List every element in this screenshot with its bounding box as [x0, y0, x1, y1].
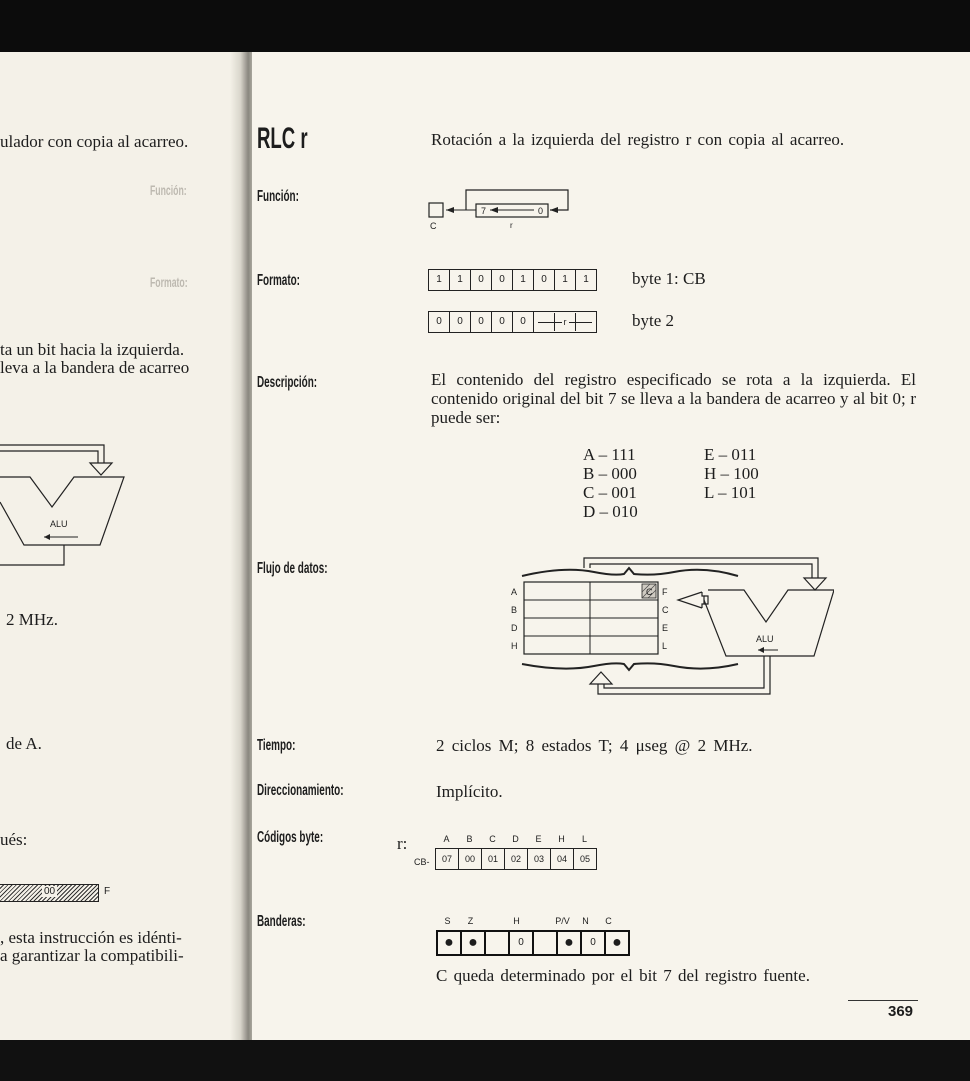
flujo-diagram — [504, 552, 834, 702]
opcode-cell: 00 — [459, 849, 482, 869]
flag-cell — [534, 932, 558, 954]
carry-box — [429, 203, 443, 217]
bit-cell: 0 — [471, 312, 492, 332]
left-text-line: ta un bit hacia la izquierda. — [0, 340, 185, 359]
byte2-label: byte 2 — [632, 311, 675, 330]
left-text-line: , esta instrucción es idénti- — [0, 928, 182, 947]
bit-cell: 1 — [555, 270, 576, 290]
flag-cell: 0 — [582, 932, 606, 954]
flag-cell — [486, 932, 510, 954]
label-tiempo: Tiempo: — [257, 737, 296, 754]
bit-cell: 0 — [492, 270, 513, 290]
label-funcion: Función: — [257, 188, 299, 205]
bit-cell: 1 — [513, 270, 534, 290]
codigos-values — [435, 848, 597, 870]
left-faded-label: Función: — [150, 182, 187, 198]
reg-label-left: D — [511, 623, 518, 633]
left-faded-label: Formato: — [150, 274, 188, 290]
right-page — [252, 52, 970, 1044]
reg-label-right: C — [662, 605, 669, 615]
descripcion-text: El contenido del registro especificado se rota a la izquierda. El contenido original del bit 7 se lleva a la bandera de acarreo y al bit 0; r puede ser: — [431, 370, 916, 427]
codigos-header: D — [512, 834, 519, 844]
left-dea: de A. — [6, 734, 42, 753]
opcode-cell: 03 — [528, 849, 551, 869]
flag-header: Z — [467, 916, 474, 926]
left-alu-label: ALU — [50, 519, 68, 529]
flag-header — [528, 916, 551, 926]
flag-header: H — [513, 916, 520, 926]
left-despues: ués: — [0, 830, 28, 849]
reg-label-left: H — [511, 641, 518, 651]
flag-cell: 0 — [510, 932, 534, 954]
bit-cell: 0 — [534, 270, 555, 290]
reg-label-right: E — [662, 623, 669, 633]
byte1-label: byte 1: CB — [632, 269, 706, 288]
bit-cell: 0 — [513, 312, 534, 332]
bit-cell: 1 — [576, 270, 597, 290]
register-label: r — [510, 221, 513, 230]
register-field-cell — [534, 312, 597, 332]
register-code-column — [583, 445, 683, 521]
flag-header: C — [605, 916, 612, 926]
bit-cell: 0 — [450, 312, 471, 332]
label-banderas: Banderas: — [257, 913, 306, 930]
opcode-cell: 07 — [436, 849, 459, 869]
register-code: L – 101 — [704, 483, 757, 502]
register-code: E – 011 — [704, 445, 757, 464]
bit-cell: 0 — [429, 312, 450, 332]
left-text-line: ulador con copia al acarreo. — [0, 132, 189, 151]
flag-cell: ● — [558, 932, 582, 954]
label-formato: Formato: — [257, 272, 300, 289]
left-freq: 2 MHz. — [6, 610, 58, 629]
left-page — [0, 52, 246, 1042]
left-text-line: a garantizar la compatibili- — [0, 946, 184, 965]
reg-label-right: F — [662, 587, 668, 597]
tiempo-value: 2 ciclos M; 8 estados T; 4 μseg @ 2 MHz. — [436, 736, 753, 755]
codigos-header: B — [466, 834, 473, 844]
left-flag-letter: F — [104, 886, 111, 897]
opcode-cell: 02 — [505, 849, 528, 869]
flag-header: N — [582, 916, 589, 926]
flag-header — [482, 916, 505, 926]
alu-label: ALU — [756, 634, 774, 644]
mnemonic-title: RLC r — [257, 122, 308, 155]
reg-label-right: L — [662, 641, 668, 651]
register-field-label: r — [563, 317, 567, 327]
page-number: 369 — [888, 1003, 914, 1020]
banderas-note: C queda determinado por el bit 7 del registro fuente. — [436, 966, 810, 985]
register-code: D – 010 — [583, 502, 638, 521]
opcode-cell: 01 — [482, 849, 505, 869]
codigos-header: H — [558, 834, 565, 844]
direccionamiento-value: Implícito. — [436, 782, 503, 801]
left-flag-box — [0, 884, 99, 902]
carry-label: C — [430, 221, 437, 231]
codigos-headers — [435, 834, 596, 844]
register-code: B – 000 — [583, 464, 637, 483]
left-flag-value: 00 — [44, 886, 56, 897]
bit-cell: 1 — [450, 270, 471, 290]
flag-header: P/V — [555, 916, 570, 926]
codigos-header: A — [443, 834, 450, 844]
reg-label-left: B — [511, 605, 518, 615]
bit-cell: 1 — [429, 270, 450, 290]
reg-label-left: A — [511, 587, 518, 597]
banderas-values — [436, 930, 630, 956]
bit-cell: 0 — [471, 270, 492, 290]
register-code: A – 111 — [583, 445, 636, 464]
carry-mark: C — [646, 587, 653, 597]
register-code: C – 001 — [583, 483, 637, 502]
field-tick — [575, 313, 576, 331]
banderas-headers — [436, 916, 620, 926]
label-flujo: Flujo de datos: — [257, 560, 328, 577]
label-descripcion: Descripción: — [257, 374, 318, 391]
register-code: H – 100 — [704, 464, 759, 483]
funcion-diagram — [426, 182, 586, 232]
byte2-bits — [428, 311, 597, 333]
codigos-header: L — [581, 834, 587, 844]
label-codigos: Códigos byte: — [257, 829, 324, 846]
opcode-cell: 05 — [574, 849, 597, 869]
bottom-edge — [0, 1040, 970, 1081]
instruction-title: Rotación a la izquierda del registro r con copia al acarreo. — [431, 130, 845, 149]
bit-cell: 0 — [492, 312, 513, 332]
codigos-header: C — [489, 834, 496, 844]
flag-header: S — [444, 916, 451, 926]
codigos-prefix: r: — [397, 834, 408, 853]
field-tick — [554, 313, 555, 331]
label-direccionamiento: Direccionamiento: — [257, 782, 344, 799]
opcode-cell: 04 — [551, 849, 574, 869]
bit-high-label: 7 — [481, 206, 487, 216]
codigos-row-label: CB- — [414, 857, 430, 867]
flag-cell: ● — [606, 932, 630, 954]
codigos-header: E — [535, 834, 542, 844]
left-text-line: leva a la bandera de acarreo — [0, 358, 190, 377]
left-alu-diagram — [0, 437, 140, 577]
flag-cell: ● — [462, 932, 486, 954]
page-number-rule — [848, 1000, 918, 1001]
register-code-column — [704, 445, 804, 502]
byte1-bits — [428, 269, 597, 291]
bit-low-label: 0 — [538, 206, 544, 216]
flag-cell: ● — [438, 932, 462, 954]
